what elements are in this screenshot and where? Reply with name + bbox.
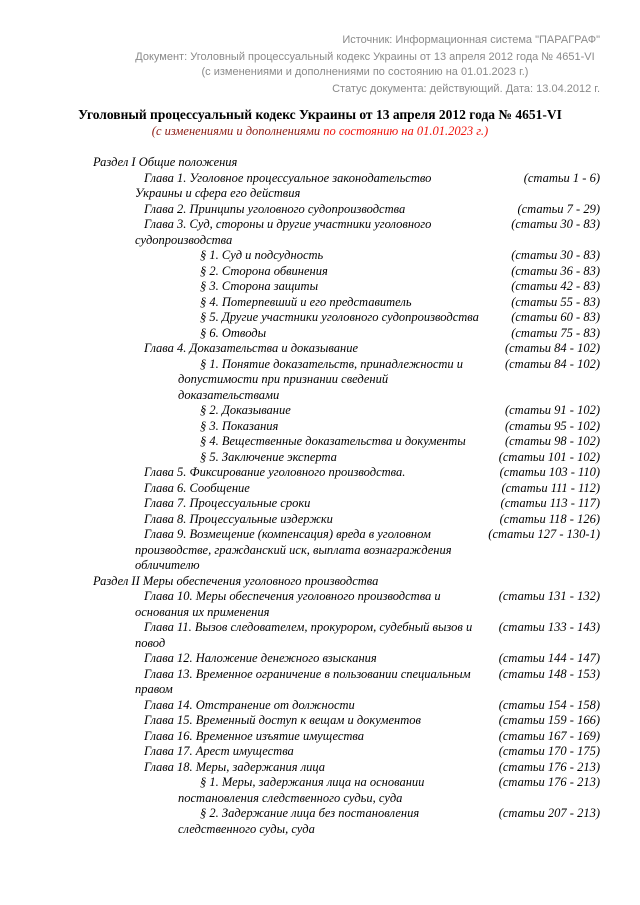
toc	[40, 155, 600, 837]
toc-entry-text: Глава 9. Возмещение (компенсация) вреда в уголовном производстве, гражданский иск, выплата вознаграждения обличителю	[135, 527, 452, 572]
toc-entry-text: Глава 8. Процессуальные издержки	[144, 511, 333, 526]
toc-entry-text: § 2. Задержание лица без постановления следственного суды, суда	[178, 806, 420, 836]
toc-entry-text: Глава 10. Меры обеспечения уголовного производства и основания их применения	[135, 589, 441, 619]
toc-entry-text: Глава 11. Вызов следователем, прокурором, судебный вызов и повод	[135, 620, 473, 650]
toc-entry-articles: (статьи 7 - 29)	[517, 201, 600, 216]
meta-source-line: Источник: Информационная система "ПАРАГРАФ"	[342, 34, 600, 46]
toc-entry-articles: (статьи 1 - 6)	[523, 170, 600, 185]
toc-entry-articles: (статьи 127 - 130-1)	[488, 527, 600, 541]
document-title: Уголовный процессуальный кодекс Украины от 13 апреля 2012 года № 4651-VI	[78, 107, 562, 122]
toc-entry-articles: (статьи 84 - 102)	[504, 356, 600, 371]
toc-entry	[40, 357, 600, 404]
toc-entry-articles: (статьи 113 - 117)	[500, 496, 600, 510]
toc-entry-text: Глава 6. Сообщение	[144, 480, 250, 495]
toc-entry-text: Глава 13. Временное ограничение в пользовании специальным правом	[135, 666, 471, 696]
meta-document-line: Документ: Уголовный процессуальный кодекс Украины от 13 апреля 2012 года № 4651-VI (с изменениями и дополнениями по состоянию на 01.01.2023 г.)	[135, 51, 595, 78]
toc-entry	[40, 248, 600, 264]
toc-entry-text: Раздел II Меры обеспечения уголовного производства	[93, 573, 379, 588]
toc-entry	[40, 450, 600, 466]
toc-entry	[40, 465, 600, 481]
document-subtitle	[40, 124, 600, 139]
toc-entry-articles: (статьи 170 - 175)	[498, 744, 600, 758]
toc-entry	[40, 651, 600, 667]
meta-status-line: Статус документа: действующий. Дата: 13.04.2012 г.	[332, 83, 600, 95]
toc-entry-articles: (статьи 118 - 126)	[499, 511, 600, 526]
toc-entry-text: § 5. Другие участники уголовного судопроизводства	[200, 310, 479, 324]
toc-entry	[40, 775, 600, 806]
toc-entry	[40, 620, 600, 651]
toc-entry-articles: (статьи 95 - 102)	[504, 418, 600, 433]
toc-entry	[40, 667, 600, 698]
toc-entry-articles: (статьи 60 - 83)	[511, 310, 600, 324]
toc-entry	[40, 574, 600, 590]
toc-entry-text: § 4. Вещественные доказательства и документы	[200, 434, 466, 448]
toc-entry	[40, 264, 600, 280]
toc-entry	[40, 326, 600, 342]
toc-entry-text: Глава 1. Уголовное процессуальное законодательство Украины и сфера его действия	[135, 170, 432, 200]
toc-entry-text: Глава 12. Наложение денежного взыскания	[144, 651, 377, 665]
subtitle-amendments: (с изменениями и дополнениями	[151, 124, 324, 138]
toc-entry	[40, 171, 600, 202]
toc-entry-text: § 3. Сторона защиты	[200, 279, 319, 293]
toc-entry	[40, 217, 600, 248]
toc-entry-articles: (статьи 207 - 213)	[498, 806, 600, 820]
toc-entry	[40, 419, 600, 435]
toc-entry-text: Раздел I Общие положения	[93, 155, 238, 169]
toc-entry-articles: (статьи 176 - 213)	[498, 775, 600, 789]
toc-entry	[40, 698, 600, 714]
toc-entry	[40, 341, 600, 357]
toc-entry-articles: (статьи 30 - 83)	[511, 248, 600, 262]
toc-entry-articles: (статьи 75 - 83)	[511, 325, 600, 340]
toc-entry-text: § 1. Понятие доказательств, принадлежности и допустимости при признании сведений доказательствами	[178, 356, 464, 402]
toc-entry	[40, 713, 600, 729]
toc-entry	[40, 403, 600, 419]
toc-entry	[40, 155, 600, 171]
toc-entry-articles: (статьи 103 - 110)	[499, 465, 600, 479]
toc-entry-text: Глава 16. Временное изъятие имущества	[144, 728, 365, 743]
toc-entry-articles: (статьи 84 - 102)	[504, 341, 600, 355]
toc-entry-articles: (статьи 30 - 83)	[511, 217, 600, 231]
toc-entry-text: Глава 14. Отстранение от должности	[144, 697, 355, 712]
toc-entry-articles: (статьи 133 - 143)	[498, 620, 600, 634]
toc-entry-text: § 4. Потерпевший и его представитель	[200, 294, 412, 309]
toc-entry	[40, 310, 600, 326]
toc-entry-text: § 2. Доказывание	[200, 403, 291, 417]
toc-entry	[40, 729, 600, 745]
toc-entry-text: Глава 15. Временный доступ к вещам и документов	[144, 713, 421, 727]
toc-entry-text: § 2. Сторона обвинения	[200, 263, 328, 278]
toc-entry-text: Глава 7. Процессуальные сроки	[144, 496, 311, 510]
toc-entry-text: § 1. Суд и подсудность	[200, 248, 324, 262]
toc-entry-text: Глава 4. Доказательства и доказывание	[144, 341, 358, 355]
subtitle-revision-date: по состоянию на 01.01.2023 г.)	[323, 124, 489, 138]
toc-entry	[40, 279, 600, 295]
toc-entry-text: § 5. Заключение эксперта	[200, 449, 337, 464]
toc-entry-articles: (статьи 98 - 102)	[504, 434, 600, 448]
toc-entry-text: Глава 2. Принципы уголовного судопроизводства	[144, 201, 406, 216]
toc-entry-text: § 6. Отводы	[200, 325, 267, 340]
toc-entry	[40, 202, 600, 218]
toc-entry-articles: (статьи 148 - 153)	[498, 666, 600, 681]
toc-entry-articles: (статьи 101 - 102)	[498, 449, 600, 464]
toc-entry	[40, 496, 600, 512]
toc-entry-articles: (статьи 42 - 83)	[511, 279, 600, 293]
toc-entry	[40, 512, 600, 528]
toc-entry-articles: (статьи 36 - 83)	[511, 263, 600, 278]
toc-entry-articles: (статьи 144 - 147)	[498, 651, 600, 665]
toc-entry	[40, 744, 600, 760]
toc-entry-articles: (статьи 154 - 158)	[498, 697, 600, 712]
toc-entry	[40, 760, 600, 776]
toc-entry	[40, 527, 600, 574]
toc-entry	[40, 806, 600, 837]
document-meta-header	[40, 33, 600, 97]
toc-entry-text: Глава 18. Меры, задержания лица	[144, 759, 326, 774]
toc-entry-articles: (статьи 91 - 102)	[504, 403, 600, 417]
toc-entry	[40, 295, 600, 311]
toc-entry	[40, 589, 600, 620]
toc-entry-articles: (статьи 176 - 213)	[498, 759, 600, 774]
toc-entry-articles: (статьи 55 - 83)	[511, 294, 600, 309]
toc-entry-articles: (статьи 159 - 166)	[498, 713, 600, 727]
toc-entry-text: § 1. Меры, задержания лица на основании постановления следственного судьи, суда	[178, 775, 425, 805]
toc-entry-articles: (статьи 111 - 112)	[501, 480, 600, 495]
toc-entry-text: Глава 5. Фиксирование уголовного производства.	[144, 465, 406, 479]
toc-entry	[40, 434, 600, 450]
toc-entry	[40, 481, 600, 497]
toc-entry-text: Глава 17. Арест имущества	[144, 744, 294, 758]
toc-entry-text: § 3. Показания	[200, 418, 279, 433]
toc-entry-articles: (статьи 131 - 132)	[498, 589, 600, 603]
toc-entry-articles: (статьи 167 - 169)	[498, 728, 600, 743]
toc-entry-text: Глава 3. Суд, стороны и другие участники уголовного судопроизводства	[135, 217, 432, 247]
